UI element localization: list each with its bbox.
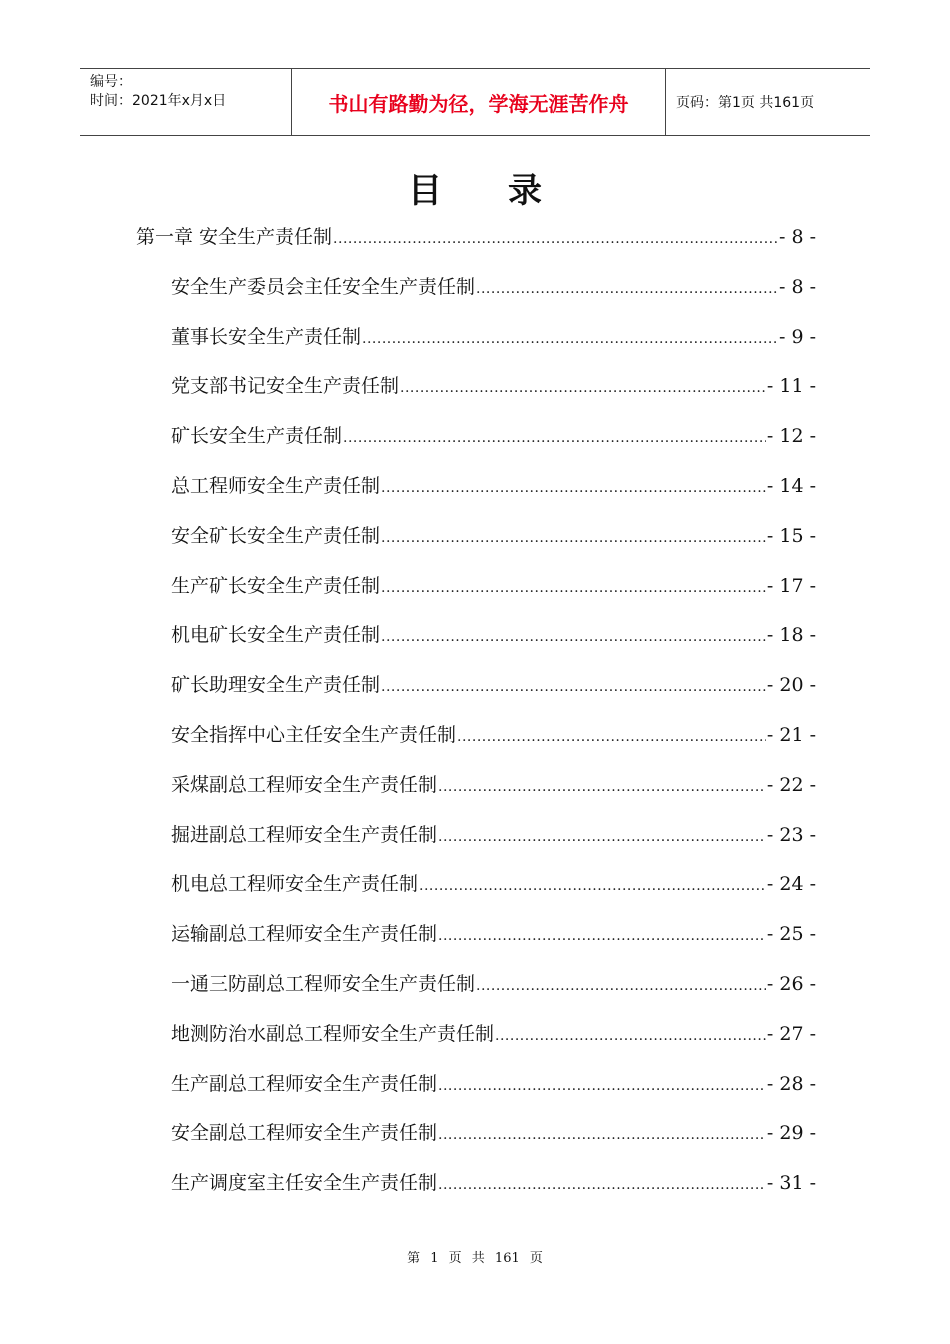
toc-dot-leader (400, 368, 766, 408)
toc-dot-leader (495, 1016, 766, 1056)
toc-entry-title: 安全矿长安全生产责任制 (171, 524, 381, 547)
toc-entry-page: - 8 - (778, 226, 816, 248)
toc-dot-leader (381, 617, 766, 657)
toc-entry[interactable] (171, 466, 816, 506)
toc-entry[interactable] (171, 566, 816, 606)
toc-dot-leader (381, 518, 766, 558)
toc-dot-leader (381, 568, 766, 608)
toc-entry-page: - 8 - (778, 275, 816, 298)
toc-entry-title: 安全生产委员会主任安全生产责任制 (171, 275, 476, 298)
toc-dot-leader (438, 767, 766, 807)
toc-entry-title: 董事长安全生产责任制 (171, 325, 362, 348)
toc-entry[interactable] (171, 1064, 816, 1104)
toc-entry-page: - 22 - (766, 773, 816, 796)
toc-dot-leader (476, 269, 778, 309)
toc-entry-page: - 17 - (766, 574, 816, 597)
toc-dot-leader (333, 219, 778, 259)
toc-entry-title: 党支部书记安全生产责任制 (171, 375, 400, 398)
toc-entry-title: 生产调度室主任安全生产责任制 (171, 1172, 438, 1195)
toc-dot-leader (343, 418, 766, 458)
toc-entry[interactable] (171, 815, 816, 855)
toc-entry-title: 安全副总工程师安全生产责任制 (171, 1122, 438, 1145)
toc-entry-page: - 21 - (766, 724, 816, 746)
toc-entry[interactable] (171, 914, 816, 954)
toc-dot-leader (381, 667, 766, 707)
toc-entry[interactable] (171, 615, 816, 655)
toc-entry[interactable] (171, 416, 816, 456)
toc-entry[interactable] (171, 715, 816, 755)
toc-dot-leader (438, 817, 766, 857)
toc-dot-leader (438, 1115, 766, 1155)
toc-entry-title: 采煤副总工程师安全生产责任制 (171, 773, 438, 796)
toc-entry[interactable] (171, 317, 816, 357)
toc-entry-title: 总工程师安全生产责任制 (171, 475, 381, 497)
toc-entry[interactable] (171, 366, 816, 406)
toc-entry-page: - 24 - (766, 873, 816, 896)
toc-entry-title: 矿长助理安全生产责任制 (171, 674, 381, 697)
toc-entry[interactable] (171, 1113, 816, 1153)
toc-entry-page: - 29 - (766, 1122, 816, 1145)
toc-entry-page: - 11 - (766, 375, 816, 398)
toc-entry-title: 机电总工程师安全生产责任制 (171, 873, 419, 896)
toc-entry-title: 掘进副总工程师安全生产责任制 (171, 823, 438, 846)
toc-dot-leader (476, 966, 766, 1006)
toc-entry-page: - 28 - (766, 1072, 816, 1095)
toc-entry[interactable] (171, 964, 816, 1004)
toc-dot-leader (438, 916, 766, 956)
toc-entry-page: - 31 - (766, 1172, 816, 1195)
toc-entry-page: - 18 - (766, 624, 816, 647)
toc-entry[interactable] (171, 1163, 816, 1203)
toc-entry-title: 第一章 安全生产责任制 (136, 226, 333, 248)
toc-dot-leader (362, 319, 778, 359)
toc-entry[interactable] (171, 864, 816, 904)
page-title: 目录 (408, 171, 608, 211)
toc-dot-leader (438, 1165, 766, 1205)
toc-entry-page: - 23 - (766, 823, 816, 846)
toc-entry-title: 运输副总工程师安全生产责任制 (171, 923, 438, 946)
toc-dot-leader (381, 468, 766, 508)
page-footer: 第 1 页 共 161 页 (407, 1251, 543, 1266)
toc-entry-page: - 14 - (766, 475, 816, 497)
toc-entry-page: - 15 - (766, 524, 816, 547)
date-label: 时间：2021年x月x日 (90, 93, 227, 109)
toc-entry[interactable] (171, 267, 816, 307)
toc-entry-page: - 20 - (766, 674, 816, 697)
toc-dot-leader (438, 1066, 766, 1106)
toc-entry-title: 生产矿长安全生产责任制 (171, 574, 381, 597)
toc-entry-title: 矿长安全生产责任制 (171, 425, 343, 448)
toc-entry-page: - 26 - (766, 973, 816, 995)
toc-entry-page: - 12 - (766, 425, 816, 448)
toc-entry[interactable] (171, 665, 816, 705)
toc-entry[interactable] (171, 765, 816, 805)
toc-dot-leader (457, 717, 766, 757)
toc-dot-leader (419, 866, 766, 906)
toc-entry-title: 地测防治水副总工程师安全生产责任制 (171, 1022, 495, 1045)
header-motto: 书山有路勤为径，学海无涯苦作舟 (292, 69, 666, 135)
header-meta (80, 69, 292, 135)
code-label: 编号： (90, 74, 132, 90)
toc-entry-title: 机电矿长安全生产责任制 (171, 624, 381, 647)
toc-entry[interactable] (171, 1014, 816, 1054)
toc-entry-page: - 9 - (778, 325, 816, 348)
page-header (80, 68, 870, 136)
toc-entry-title: 生产副总工程师安全生产责任制 (171, 1072, 438, 1095)
toc-entry-title: 一通三防副总工程师安全生产责任制 (171, 973, 476, 995)
toc-entry[interactable] (136, 217, 816, 257)
toc-entry-page: - 25 - (766, 923, 816, 946)
toc-entry-title: 安全指挥中心主任安全生产责任制 (171, 724, 457, 746)
toc-entry-page: - 27 - (766, 1022, 816, 1045)
header-page-info: 页码：第1页 共161页 (676, 95, 815, 111)
toc-entry[interactable] (171, 516, 816, 556)
